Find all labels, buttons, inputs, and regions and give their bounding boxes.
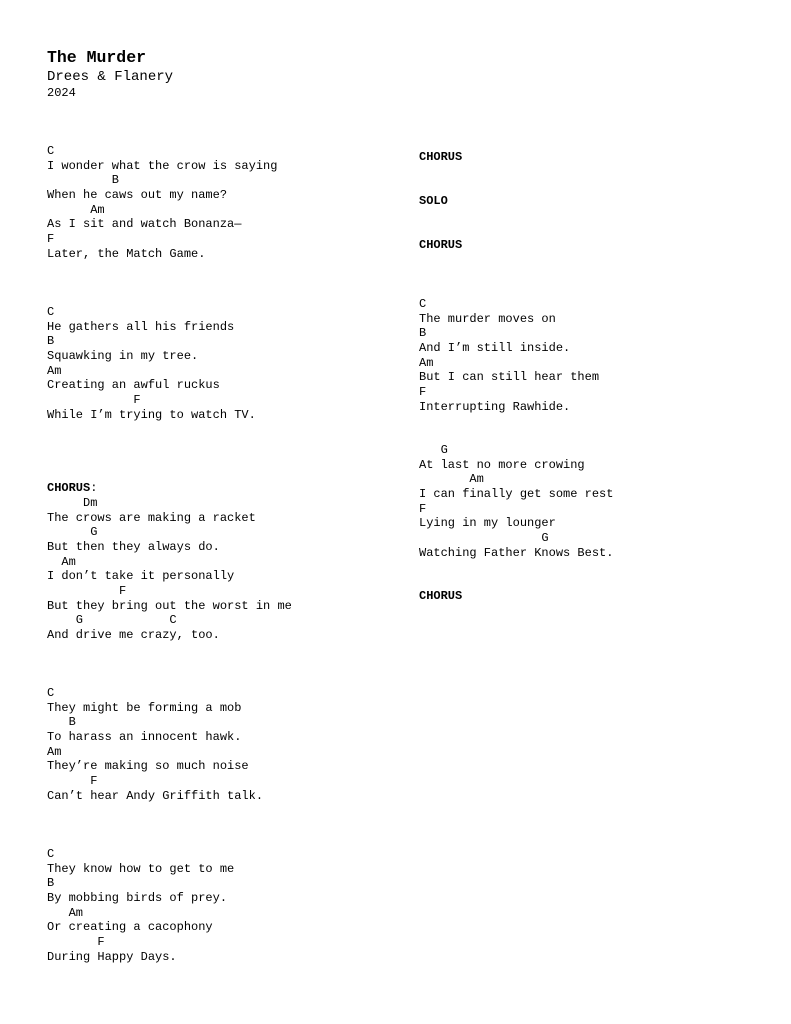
chord-line: Dm [47, 496, 98, 510]
chorus-marker-3: CHORUS [419, 589, 463, 603]
lyric-line: To harass an innocent hawk. [47, 729, 242, 744]
song-year: 2024 [47, 86, 76, 100]
chord-line: F [47, 773, 98, 788]
lyric-line: While I’m trying to watch TV. [47, 407, 256, 422]
chord-line: Am [47, 905, 84, 920]
chorus-marker-1: CHORUS [419, 150, 463, 164]
lyric-line: They might be forming a mob [47, 700, 242, 715]
chorus [47, 496, 292, 643]
chorus-label-text: CHORUS [47, 481, 91, 495]
verse-5 [419, 297, 599, 414]
lyric-line: And drive me crazy, too. [47, 627, 220, 642]
chord-line: G [419, 530, 549, 545]
chorus-label [47, 481, 97, 496]
lyric-line: I wonder what the crow is saying [47, 158, 278, 173]
lyric-line: Interrupting Rawhide. [419, 399, 571, 414]
verse-2 [47, 305, 256, 422]
bridge [419, 443, 613, 560]
chord-line: C [419, 297, 427, 311]
lyric-line: Squawking in my tree. [47, 348, 199, 363]
chord-line: Am [419, 472, 484, 487]
verse-1 [47, 144, 277, 261]
lyric-line: By mobbing birds of prey. [47, 890, 228, 905]
song-artist: Drees & Flanery [47, 69, 174, 85]
lyric-line: They’re making so much noise [47, 759, 249, 774]
lyric-line: Lying in my lounger [419, 516, 556, 531]
chord-line: Am [419, 355, 434, 370]
chord-line: B [47, 876, 55, 891]
lyric-line: I don’t take it personally [47, 569, 235, 584]
chord-line: F [47, 392, 141, 407]
chord-line: B [47, 334, 55, 349]
chord-line: C [47, 847, 55, 861]
chord-line: C [47, 144, 55, 158]
lyric-line: During Happy Days. [47, 949, 177, 964]
lyric-line: Later, the Match Game. [47, 246, 206, 261]
chord-line: F [47, 934, 105, 949]
lyric-line: When he caws out my name? [47, 187, 228, 202]
song-title: The Murder [47, 48, 147, 67]
verse-3 [47, 686, 263, 803]
chord-line: C [47, 686, 55, 700]
chord-line: F [47, 583, 127, 598]
lyric-line: But I can still hear them [419, 370, 600, 385]
chord-line: F [419, 384, 427, 399]
lyric-line: Watching Father Knows Best. [419, 545, 614, 560]
lyric-line: But they bring out the worst in me [47, 598, 292, 613]
chord-line: B [419, 326, 427, 341]
lyric-line: But then they always do. [47, 539, 220, 554]
lyric-line: They know how to get to me [47, 861, 235, 876]
lyric-line: At last no more crowing [419, 457, 585, 472]
chorus-label-colon: : [90, 481, 98, 495]
chord-line: C [47, 305, 55, 319]
chord-line: Am [47, 744, 62, 759]
lyric-line: I can finally get some rest [419, 486, 614, 501]
lyric-line: Creating an awful ruckus [47, 378, 220, 393]
chord-line: G [47, 525, 98, 540]
chord-line: Am [47, 363, 62, 378]
chord-line: F [47, 231, 55, 246]
chord-line: F [419, 501, 427, 516]
verse-4 [47, 847, 234, 964]
chord-line: B [47, 715, 76, 730]
lyric-line: As I sit and watch Bonanza— [47, 217, 242, 232]
lyric-line: The murder moves on [419, 311, 556, 326]
chord-line: G [419, 443, 448, 457]
lyric-line: And I’m still inside. [419, 340, 571, 355]
chorus-marker-2: CHORUS [419, 238, 463, 252]
chord-line: Am [47, 554, 76, 569]
solo-marker: SOLO [419, 194, 448, 208]
lyric-line: He gathers all his friends [47, 319, 235, 334]
lyric-line: The crows are making a racket [47, 510, 256, 525]
chord-line: G C [47, 613, 177, 628]
chord-line: Am [47, 202, 105, 217]
lyric-line: Can’t hear Andy Griffith talk. [47, 788, 264, 803]
chord-line: B [47, 173, 120, 188]
lyric-line: Or creating a cacophony [47, 920, 213, 935]
